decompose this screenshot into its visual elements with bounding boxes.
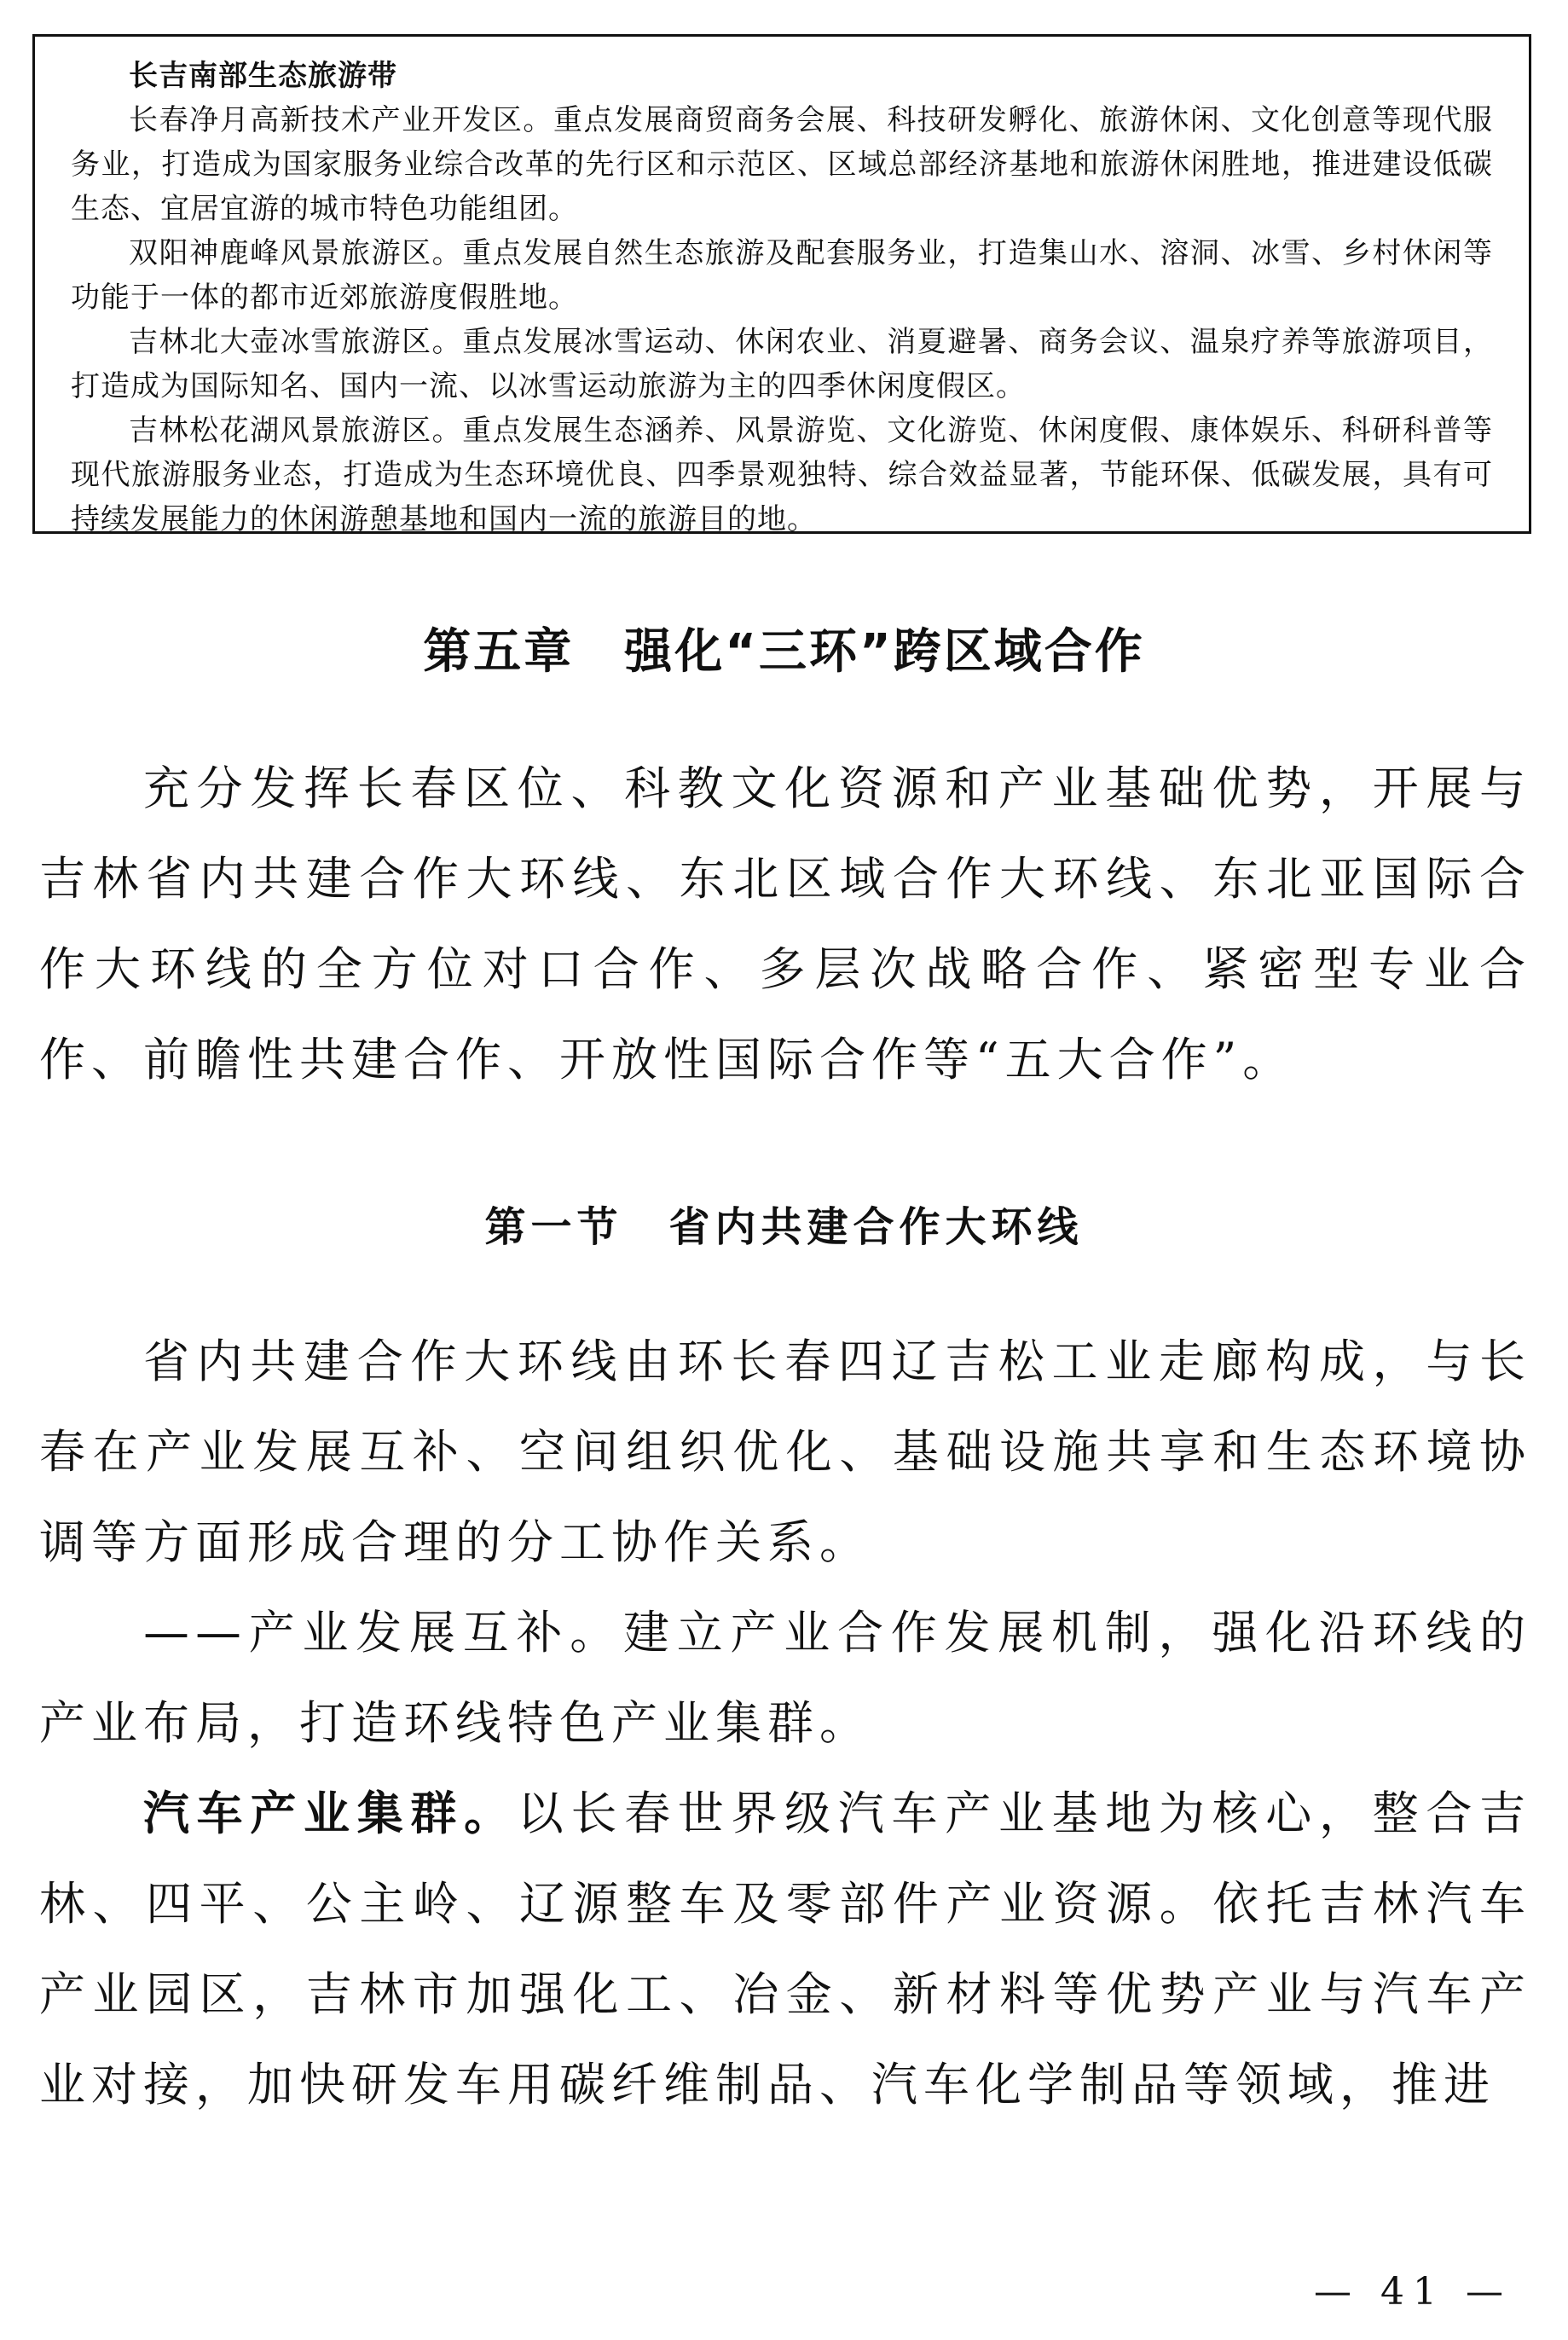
section-paragraph: 省内共建合作大环线由环长春四辽吉松工业走廊构成，与长春在产业发展互补、空间组织优化、基础设施共享和生态环境协调等方面形成合理的分工协作关系。 — [39, 1335, 1531, 1569]
industry-complement-keyword: ——产业发展互补。 — [143, 1606, 623, 1659]
box-paragraph-beidahu: 吉林北大壶冰雪旅游区。重点发展冰雪运动、休闲农业、消夏避暑、商务会议、温泉疗养等旅游项目，打造成为国际知名、国内一流、以冰雪运动旅游为主的四季休闲度假区。 — [71, 325, 1493, 403]
page-number: — 41 — — [1314, 2270, 1512, 2314]
box-title: 长吉南部生态旅游带 — [129, 59, 397, 93]
auto-cluster-paragraph — [39, 1769, 1531, 2130]
auto-cluster-text: 以长春世界级汽车产业基地为核心，整合吉林、四平、公主岭、辽源整车及零部件产业资源。依托吉林汽车产业园区，吉林市加强化工、冶金、新材料等优势产业与汽车产业对接，加快研发车用碳纤维制品、汽车化学制品等领域，推进 — [39, 1787, 1532, 2111]
intro-block — [39, 744, 1531, 1105]
industry-complement-text: 建立产业合作发展机制，强化沿环线的产业布局，打造环线特色产业集群。 — [39, 1606, 1531, 1750]
tourism-info-box — [32, 34, 1531, 534]
section-body — [39, 1317, 1531, 2130]
section-title: 第一节 省内共建合作大环线 — [484, 1203, 1084, 1251]
box-paragraph-shuangyang: 双阳神鹿峰风景旅游区。重点发展自然生态旅游及配套服务业，打造集山水、溶洞、冰雪、乡村休闲等功能于一体的都市近郊旅游度假胜地。 — [71, 236, 1493, 315]
chapter-title: 第五章 强化“三环”跨区域合作 — [423, 624, 1145, 680]
intro-paragraph: 充分发挥长春区位、科教文化资源和产业基础优势，开展与吉林省内共建合作大环线、东北区域合作大环线、东北亚国际合作大环线的全方位对口合作、多层次战略合作、紧密型专业合作、前瞻性共建合作、开放性国际合作等“五大合作”。 — [39, 762, 1531, 1086]
box-paragraph-songhua-lake: 吉林松花湖风景旅游区。重点发展生态涵养、风景游览、文化游览、休闲度假、康体娱乐、科研科普等现代旅游服务业态，打造成为生态环境优良、四季景观独特、综合效益显著，节能环保、低碳发展，具有可持续发展能力的休闲游憩基地和国内一流的旅游目的地。 — [71, 414, 1493, 536]
auto-cluster-keyword: 汽车产业集群。 — [143, 1787, 518, 1840]
industry-complement-paragraph — [39, 1588, 1531, 1769]
box-paragraph-jingyue: 长春净月高新技术产业开发区。重点发展商贸商务会展、科技研发孵化、旅游休闲、文化创意等现代服务业，打造成为国家服务业综合改革的先行区和示范区、区域总部经济基地和旅游休闲胜地，推进建设低碳生态、宜居宜游的城市特色功能组团。 — [71, 103, 1493, 226]
